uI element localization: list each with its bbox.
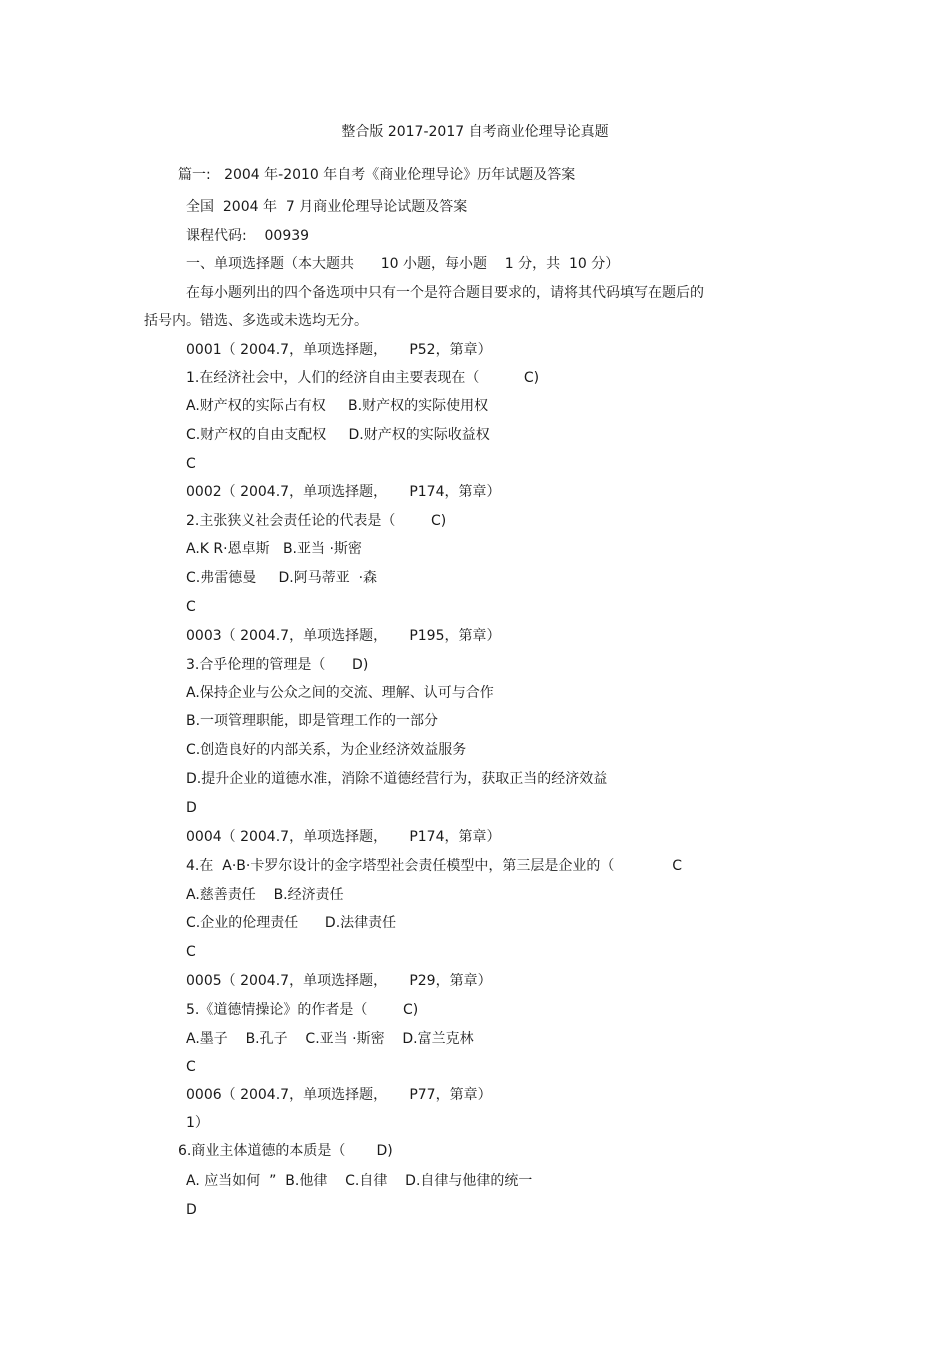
question-options: C.创造良好的内部关系，为企业经济效益服务	[186, 742, 467, 758]
question-answer: D	[186, 1202, 197, 1218]
question-options: B.一项管理职能，即是管理工作的一部分	[186, 713, 439, 729]
question-text: 1.在经济社会中，人们的经济自由主要表现在（ C)	[186, 370, 540, 386]
question-options: A.墨子 B.孔子 C.亚当 ·斯密 D.富兰克林	[186, 1031, 474, 1047]
question-meta: 0002（ 2004.7，单项选择题， P174，第章）	[186, 484, 501, 500]
question-text: 4.在 A·B·卡罗尔设计的金字塔型社会责任模型中，第三层是企业的（ C	[186, 858, 682, 874]
question-answer: C	[186, 1059, 196, 1075]
question-answer: C	[186, 456, 196, 472]
question-options: D.提升企业的道德水准，消除不道德经营行为，获取正当的经济效益	[186, 771, 608, 787]
question-options: C.财产权的自由支配权 D.财产权的实际收益权	[186, 427, 490, 443]
question-meta: 0005（ 2004.7，单项选择题， P29，第章）	[186, 973, 492, 989]
question-answer: C	[186, 944, 196, 960]
course-code: 课程代码: 00939	[186, 228, 310, 244]
document-title: 整合版 2017-2017 自考商业伦理导论真题	[341, 124, 609, 140]
question-options: A.K R·恩卓斯 B.亚当 ·斯密	[186, 541, 362, 557]
question-meta: 0001（ 2004.7，单项选择题， P52，第章）	[186, 342, 492, 358]
question-options: C.企业的伦理责任 D.法律责任	[186, 915, 397, 931]
note-line: 1）	[186, 1115, 209, 1131]
part-heading: 一、单项选择题（本大题共 10 小题，每小题 1 分，共 10 分）	[186, 256, 620, 272]
question-text: 3.合乎伦理的管理是（ D)	[186, 657, 369, 673]
question-answer: D	[186, 800, 197, 816]
exam-title: 全国 2004 年 7 月商业伦理导论试题及答案	[186, 199, 468, 215]
instruction-line-2: 括号内。错选、多选或未选均无分。	[144, 313, 368, 329]
question-meta: 0004（ 2004.7，单项选择题， P174，第章）	[186, 829, 501, 845]
question-options: C.弗雷德曼 D.阿马蒂亚 ·森	[186, 570, 378, 586]
question-text: 2.主张狭义社会责任论的代表是（ C)	[186, 513, 447, 529]
question-text: 5.《道德情操论》的作者是（ C)	[186, 1002, 419, 1018]
question-text: 6.商业主体道德的本质是（ D)	[178, 1143, 393, 1159]
question-options: A. 应当如何 ” B.他律 C.自律 D.自律与他律的统一	[186, 1173, 533, 1189]
question-answer: C	[186, 599, 196, 615]
question-meta: 0003（ 2004.7，单项选择题， P195，第章）	[186, 628, 501, 644]
instruction-line-1: 在每小题列出的四个备选项中只有一个是符合题目要求的，请将其代码填写在题后的	[186, 285, 704, 301]
question-options: A.财产权的实际占有权 B.财产权的实际使用权	[186, 398, 489, 414]
question-meta: 0006（ 2004.7，单项选择题， P77，第章）	[186, 1087, 492, 1103]
question-options: A.慈善责任 B.经济责任	[186, 887, 344, 903]
section-heading: 篇一: 2004 年-2010 年自考《商业伦理导论》历年试题及答案	[178, 167, 576, 183]
question-options: A.保持企业与公众之间的交流、理解、认可与合作	[186, 685, 494, 701]
